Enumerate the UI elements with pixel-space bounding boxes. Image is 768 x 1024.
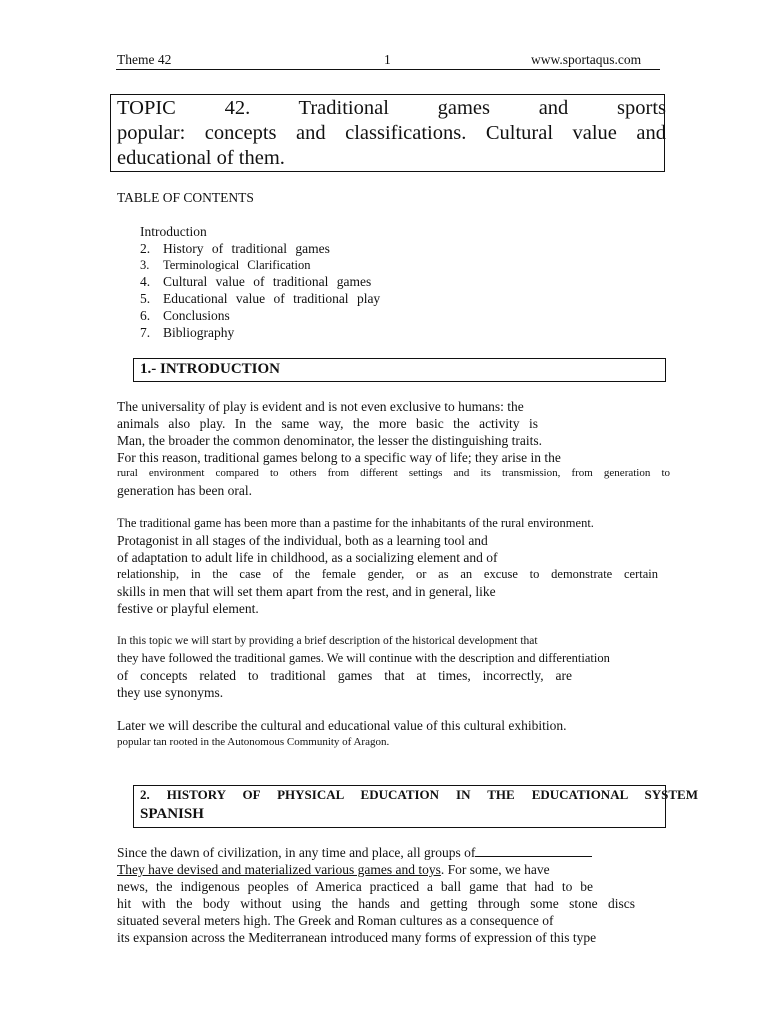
paragraph-line: situated several meters high. The Greek and Roman cultures as a consequence of — [117, 913, 554, 928]
paragraph-line: festive or playful element. — [117, 601, 259, 616]
paragraph-line: its expansion across the Mediterranean introduced many forms of expression of this type — [117, 930, 597, 945]
paragraph-line: animals also play. In the same way, the more basic the activity is — [117, 416, 538, 431]
toc-item-label: Bibliography — [163, 325, 235, 340]
paragraph-line: Later we will describe the cultural and educational value of this cultural exhibition. — [117, 718, 567, 733]
header-divider — [116, 69, 660, 70]
paragraph-line — [117, 861, 550, 878]
topic-title-line-1: TOPIC 42. Traditional games and sports — [117, 97, 666, 119]
toc-item-number: 2. — [140, 241, 151, 256]
toc-title: TABLE OF CONTENTS — [117, 190, 254, 205]
paragraph-line: rural environment compared to others from different settings and its transmission, from generation to — [117, 467, 670, 479]
paragraph-line — [117, 844, 592, 861]
toc-item-number: 4. — [140, 274, 151, 289]
toc-item-label: Cultural value of traditional games — [163, 274, 372, 289]
underlined-text: They have devised and materialized various games and toys — [117, 862, 441, 877]
blank-underline — [475, 844, 592, 857]
paragraph-line: The traditional game has been more than a pastime for the inhabitants of the rural environment. — [117, 516, 594, 530]
topic-title-line-2: popular: concepts and classifications. Cultural value and — [117, 122, 666, 144]
paragraph-line: In this topic we will start by providing a brief description of the historical development that — [117, 635, 538, 647]
toc-item-label: History of traditional games — [163, 241, 330, 256]
paragraph-line: Man, the broader the common denominator, the lesser the distinguishing traits. — [117, 433, 542, 448]
section-heading-history-line-2: SPANISH — [140, 806, 204, 822]
paragraph-line: of adaptation to adult life in childhood, as a socializing element and of — [117, 550, 498, 565]
toc-item[interactable] — [140, 224, 207, 240]
toc-item[interactable] — [140, 325, 234, 341]
page-number: 1 — [384, 52, 391, 67]
toc-item[interactable] — [140, 257, 310, 273]
toc-item-label: Terminological Clarification — [163, 258, 311, 272]
toc-item[interactable] — [140, 274, 371, 290]
toc-item-label: Conclusions — [163, 308, 230, 323]
paragraph-text: Since the dawn of civilization, in any time and place, all groups of — [117, 845, 476, 860]
toc-item-number: 6. — [140, 308, 151, 323]
toc-item-label: Educational value of traditional play — [163, 291, 381, 306]
paragraph-line: relationship, in the case of the female gender, or as an excuse to demonstrate certain — [117, 567, 658, 581]
paragraph-line: they use synonyms. — [117, 685, 224, 700]
paragraph-line: news, the indigenous peoples of America practiced a ball game that had to be — [117, 879, 593, 894]
paragraph-line: they have followed the traditional games. We will continue with the description and differentiation — [117, 651, 610, 665]
toc-item-number: 7. — [140, 325, 151, 340]
topic-title-line-3: educational of them. — [117, 147, 285, 169]
paragraph-line: of concepts related to traditional games that at times, incorrectly, are — [117, 668, 572, 683]
paragraph-line: For this reason, traditional games belong to a specific way of life; they arise in the — [117, 450, 561, 465]
header-site-link[interactable]: www.sportaqus.com — [531, 52, 642, 67]
header-theme-label: Theme 42 — [117, 52, 172, 67]
toc-item[interactable] — [140, 308, 230, 324]
paragraph-line: The universality of play is evident and is not even exclusive to humans: the — [117, 399, 524, 414]
paragraph-line: generation has been oral. — [117, 483, 252, 498]
toc-item[interactable] — [140, 241, 330, 257]
paragraph-line: skills in men that will set them apart from the rest, and in general, like — [117, 584, 496, 599]
section-heading-history-line-1: 2. HISTORY OF PHYSICAL EDUCATION IN THE EDUCATIONAL SYSTEM — [140, 787, 698, 802]
section-heading-introduction: 1.- INTRODUCTION — [140, 361, 281, 377]
toc-item-number: 5. — [140, 291, 151, 306]
toc-item-number: 3. — [140, 258, 150, 272]
paragraph-line: Protagonist in all stages of the individual, both as a learning tool and — [117, 533, 488, 548]
paragraph-line: popular tan rooted in the Autonomous Community of Aragon. — [117, 736, 390, 748]
paragraph-text: . For some, we have — [440, 862, 550, 877]
paragraph-line: hit with the body without using the hands and getting through some stone discs — [117, 896, 635, 911]
toc-item-label: Introduction — [140, 224, 207, 239]
toc-item[interactable] — [140, 291, 380, 307]
